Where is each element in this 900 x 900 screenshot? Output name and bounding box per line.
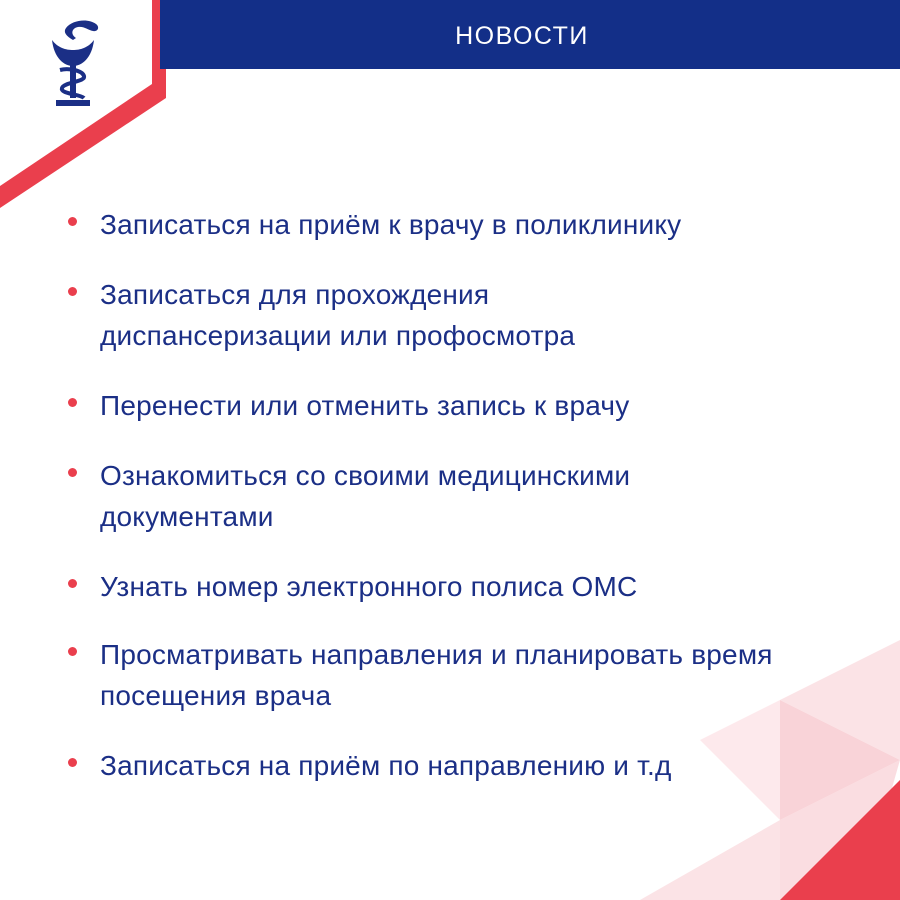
list-item — [66, 204, 866, 245]
services-list — [66, 204, 866, 815]
bullet-icon — [68, 647, 77, 656]
list-item — [66, 455, 866, 537]
list-item-text: Просматривать направления и планировать время посещения врача — [100, 639, 773, 711]
bullet-icon — [68, 398, 77, 407]
bullet-icon — [68, 287, 77, 296]
list-item-text: Перенести или отменить запись к врачу — [100, 390, 630, 421]
bullet-icon — [68, 217, 77, 226]
list-item-text: Узнать номер электронного полиса ОМС — [100, 571, 638, 602]
list-item-text: Записаться на приём по направлению и т.д — [100, 750, 672, 781]
list-item — [66, 745, 866, 786]
bullet-icon — [68, 468, 77, 477]
page-title: НОВОСТИ — [455, 22, 589, 50]
bullet-icon — [68, 758, 77, 767]
list-item-text: Записаться на приём к врачу в поликлинику — [100, 209, 682, 240]
list-item-text: Ознакомиться со своими медицинскими документами — [100, 460, 631, 532]
bullet-icon — [68, 579, 77, 588]
list-item-text: Записаться для прохождения диспансеризации или профосмотра — [100, 279, 576, 351]
list-item — [66, 566, 866, 607]
list-item — [66, 385, 866, 426]
pink-triangle-4 — [640, 820, 780, 900]
bowl-of-hygieia-icon — [38, 18, 108, 110]
list-item — [66, 634, 866, 716]
list-item — [66, 274, 866, 356]
header-bar — [160, 0, 900, 69]
